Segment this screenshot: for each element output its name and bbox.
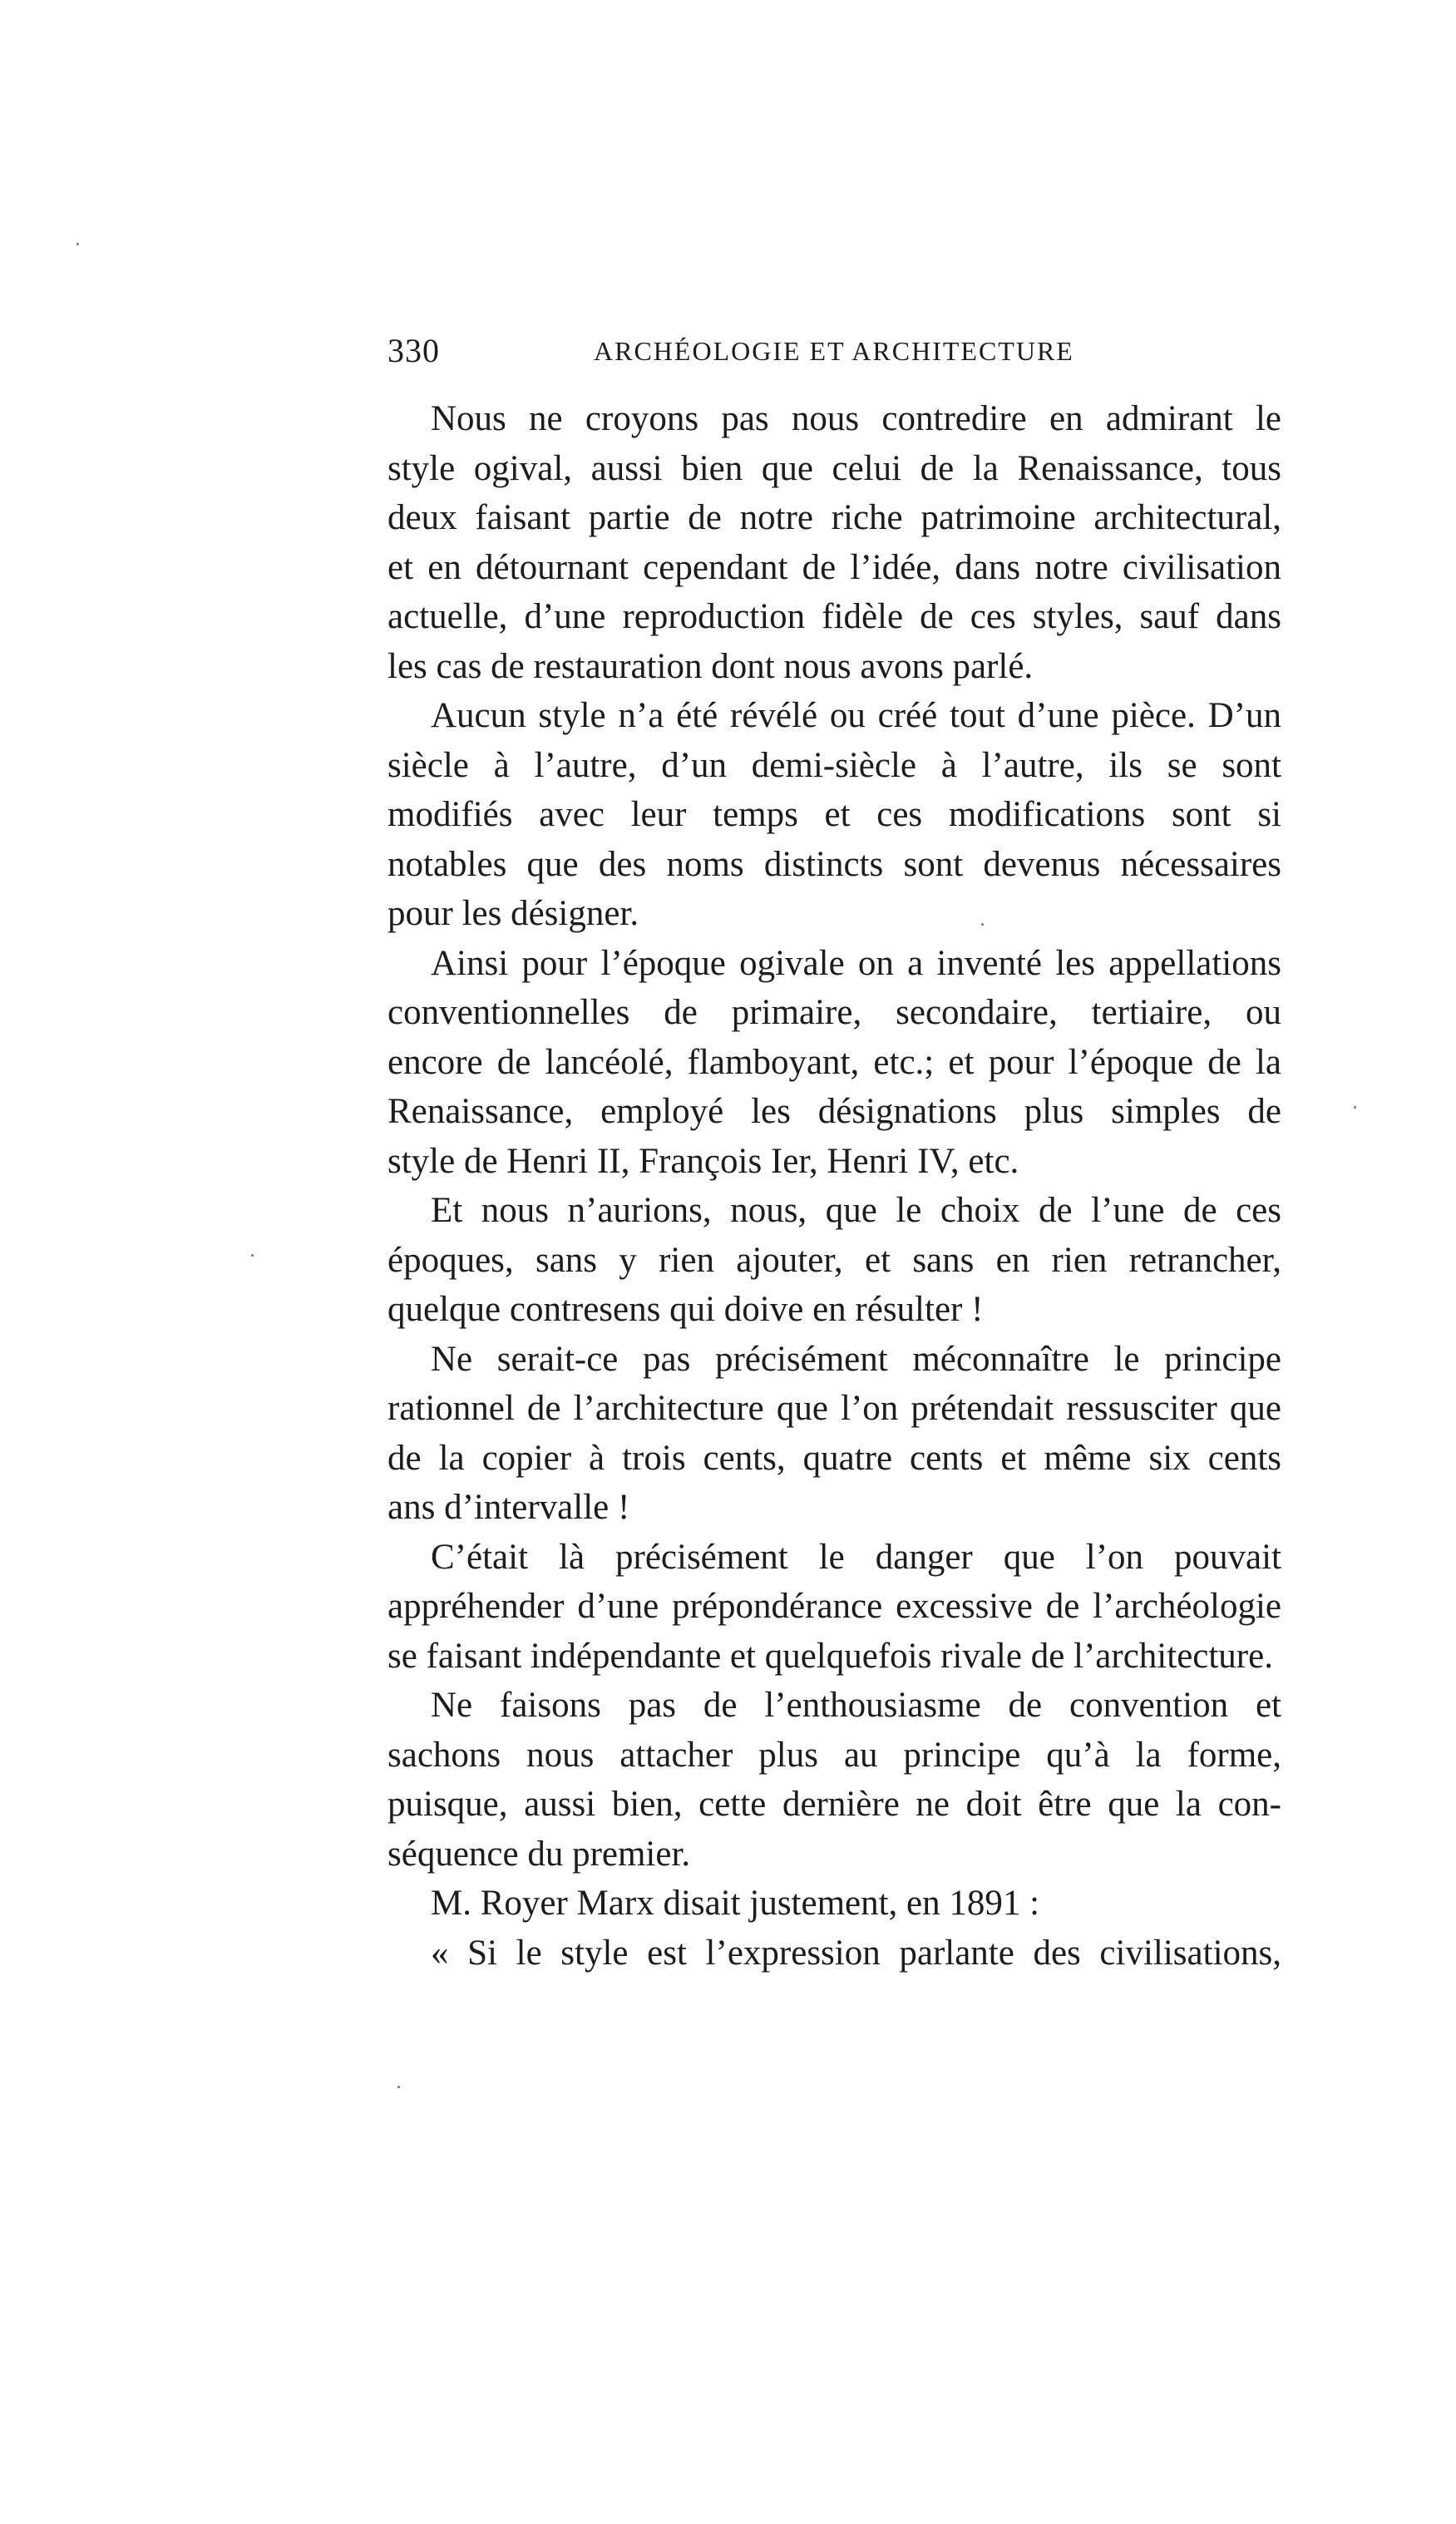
text-line: rationnel de l’architecture que l’on prétendait ressusciter que bbox=[387, 1389, 1281, 1428]
text-line: « Si le style est l’expression parlante des civilisations, bbox=[431, 1933, 1281, 1973]
text-line: M. Royer Marx disait justement, en 1891 : bbox=[431, 1884, 1040, 1923]
paper-speck bbox=[981, 923, 984, 926]
text-line: époques, sans y rien ajouter, et sans en rien retrancher, bbox=[387, 1240, 1281, 1280]
paper-speck bbox=[397, 2086, 400, 2088]
running-title: ARCHÉOLOGIE ET ARCHITECTURE bbox=[594, 336, 1074, 366]
text-line: style de Henri II, François Ier, Henri IV, etc. bbox=[387, 1141, 1019, 1181]
text-line: appréhender d’une prépondérance excessive de l’archéologie bbox=[387, 1587, 1281, 1626]
paper-speck bbox=[251, 1254, 254, 1257]
page-header bbox=[387, 326, 1281, 376]
text-line: sachons nous attacher plus au principe qu’à la forme, bbox=[387, 1735, 1281, 1775]
page-number: 330 bbox=[387, 332, 440, 369]
text-line: séquence du premier. bbox=[387, 1834, 691, 1874]
text-line: de la copier à trois cents, quatre cents et même six cents bbox=[387, 1438, 1281, 1478]
text-line: actuelle, d’une reproduction fidèle de ces styles, sauf dans bbox=[387, 597, 1281, 636]
text-line: quelque contresens qui doive en résulter ! bbox=[387, 1290, 984, 1329]
text-line: Aucun style n’a été révélé ou créé tout d’une pièce. D’un bbox=[431, 696, 1281, 735]
text-line: style ogival, aussi bien que celui de la Renaissance, tous bbox=[387, 448, 1281, 488]
text-line: ans d’intervalle ! bbox=[387, 1488, 630, 1527]
text-line: Ainsi pour l’époque ogivale on a inventé les appellations bbox=[431, 943, 1281, 983]
text-line: se faisant indépendante et quelquefois rivale de l’architecture. bbox=[387, 1636, 1273, 1676]
text-line: Renaissance, employé les désignations plus simples de bbox=[387, 1092, 1281, 1131]
text-line: et en détournant cependant de l’idée, dans notre civilisation bbox=[387, 547, 1281, 587]
text-line: Ne faisons pas de l’enthousiasme de convention et bbox=[431, 1686, 1281, 1725]
text-line: modifiés avec leur temps et ces modifications sont si bbox=[387, 795, 1281, 834]
text-line: Nous ne croyons pas nous contredire en admirant le bbox=[431, 399, 1281, 438]
text-line: les cas de restauration dont nous avons parlé. bbox=[387, 646, 1034, 686]
text-line: Et nous n’aurions, nous, que le choix de l’une de ces bbox=[431, 1191, 1281, 1230]
text-line: notables que des noms distincts sont devenus nécessaires bbox=[387, 844, 1281, 884]
text-line: siècle à l’autre, d’un demi-siècle à l’autre, ils se sont bbox=[387, 745, 1281, 785]
text-line: conventionnelles de primaire, secondaire, tertiaire, ou bbox=[387, 993, 1281, 1032]
text-line: pour les désigner. bbox=[387, 894, 639, 933]
text-line: C’était là précisément le danger que l’on pouvait bbox=[431, 1537, 1281, 1577]
body-text bbox=[387, 394, 1281, 1978]
text-line: encore de lancéolé, flamboyant, etc.; et pour l’époque de la bbox=[387, 1042, 1281, 1082]
text-line: Ne serait-ce pas précisément méconnaître le principe bbox=[431, 1339, 1281, 1379]
text-line: deux faisant partie de notre riche patrimoine architectural, bbox=[387, 498, 1281, 537]
paper-speck bbox=[77, 243, 79, 245]
paper-speck bbox=[1354, 1106, 1356, 1109]
text-line: puisque, aussi bien, cette dernière ne doit être que la con- bbox=[387, 1785, 1281, 1824]
